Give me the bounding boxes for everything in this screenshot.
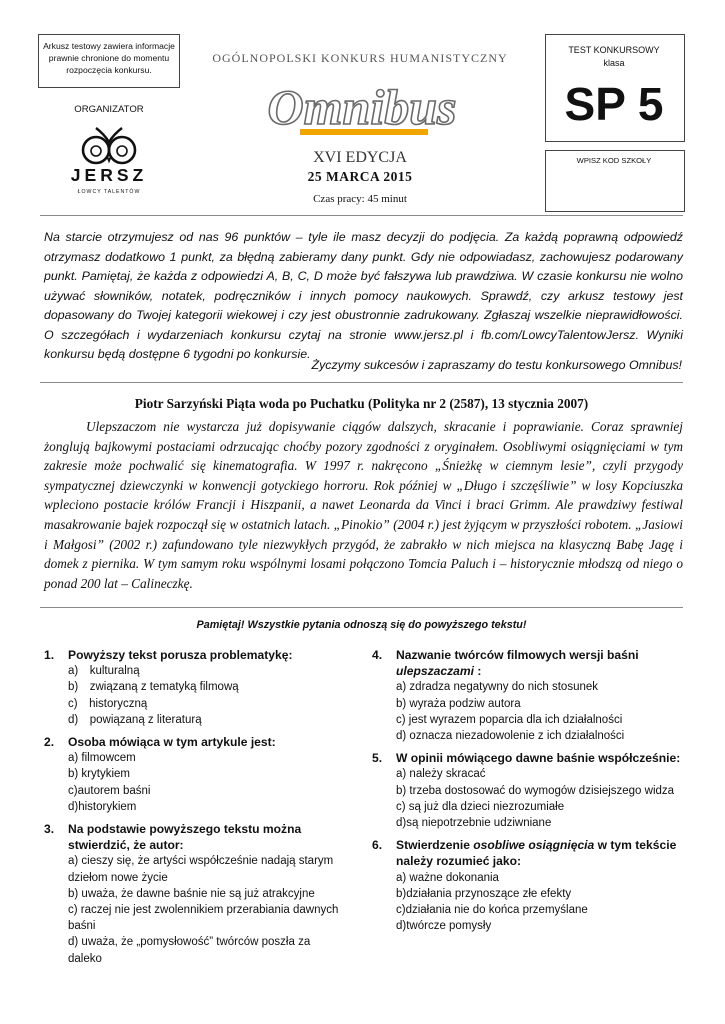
answer-option[interactable]: d) oznacza niezadowolenie z ich działalności <box>396 730 625 743</box>
reminder-text: Pamiętaj! Wszystkie pytania odnoszą się do powyższego tekstu! <box>196 619 527 631</box>
question-number: 5. <box>372 751 383 766</box>
answer-option[interactable]: b) trzeba dostosować do wymogów dzisiejszego widza <box>396 784 675 797</box>
question-number: 3. <box>44 822 55 837</box>
class-label: klasa <box>603 58 625 68</box>
question-2 <box>44 734 346 815</box>
answer-option[interactable]: a) kulturalną <box>68 665 140 678</box>
question-1 <box>44 647 346 728</box>
answer-option[interactable]: a) zdradza negatywny do nich stosunek <box>396 681 599 694</box>
answer-option[interactable]: b) związaną z tematyką filmową <box>68 681 239 694</box>
test-label-group <box>545 44 683 70</box>
question-title-part: w tym tekście należy rozumieć jako: <box>396 838 677 869</box>
edition-label: XVI EDYCJA <box>313 149 407 166</box>
instructions-text: Na starcie otrzymujesz od nas 96 punktów – tyle ile masz decyzji do podjęcia. Za każdą poprawną odpowiedź otrzymasz dodatkowo 1 punkt, za błędną zabieramy dany punkt. Gdy nie odpowiadasz, zachowujesz podarowany punkt. Pamiętaj, że każda z odpowiedzi A, B, C, D może być fałszywa lub prawdziwa. W czasie konkursu nie wolno używać słowników, notatek, podręczników i innych pomocy naukowych. Sprawdź, czy arkusz testowy jest dopasowany do Twojej kategorii wiekowej i czy jest obustronnie zadrukowany. Zgłaszaj wszelkie nieprawidłowości. O szczegółach i wydarzeniach konkursu czytaj na stronie www.jersz.pl i fb.com/LowcyTalentowJersz. Wyniki konkursu będą dostępne 6 tygodni po konkursie. <box>44 230 683 361</box>
question-title-part: Nazwanie twórców filmowych wersji baśni <box>396 648 639 662</box>
answer-option[interactable]: d)twórcze pomysły <box>396 920 492 933</box>
question-title: Powyższy tekst porusza problematykę: <box>68 648 293 662</box>
question-5 <box>372 750 684 831</box>
answer-option[interactable]: c) jest wyrazem poparcia dla ich działalności <box>396 713 623 726</box>
contest-name: OGÓLNOPOLSKI KONKURS HUMANISTYCZNY <box>212 51 508 65</box>
test-label: TEST KONKURSOWY <box>568 45 660 55</box>
answer-option[interactable]: d)historykiem <box>68 800 137 813</box>
answer-option[interactable]: c)autorem baśni <box>68 784 151 797</box>
article-body: Ulepszaczom nie wystarcza już dopisywanie ciągów dalszych, skracanie i poprawianie. Coraz sprawniej żonglują bajkowymi postaciami odrzucając choćby pozory zgodności z oryginałem. Osobliwymi osiągnięciami w tym zakresie może pochwalić się kinematografia. W 1997 r. nakręcono „Śnieżkę w ciemnym lesie”, czyli przygody sympatycznej dziewczynki w konwencji gotyckiego horroru. Rok później w „Długo i szczęśliwie” w losy Kopciuszka wpleciono postacie królów Francji i Hiszpanii, a nawet Leonarda da Vinci i braci Grimm. Ale prawdziwy festiwal masakrowanie bajek rozpoczął się w ostatnich latach. „Pinokio” (2004 r.) jest żyjącym w przyszłości robotem. „Jasiowi i Małgosi” (2002 r.) zafundowano tyle niezwykłych przygód, że zabrakło w nich miejsca na klasyczną Babę Jagę i domek z piernika. W tym samym roku wspólnymi losami połączono Tomcia Paluch i – historycznie młodszą od niego o ponad 200 lat – Calineczkę. <box>44 419 683 591</box>
question-3 <box>44 821 346 967</box>
omnibus-logo <box>255 82 470 138</box>
question-number: 4. <box>372 648 383 662</box>
divider <box>40 382 683 383</box>
divider <box>40 607 683 608</box>
question-4 <box>372 647 684 744</box>
answer-option[interactable]: d)są niepotrzebnie udziwniane <box>396 817 552 830</box>
owl-logo-icon <box>74 122 144 168</box>
class-code: SP 5 <box>564 78 664 130</box>
protected-info-notice <box>38 34 180 88</box>
jersz-logo-tagline: ŁOWCY TALENTÓW <box>77 189 141 195</box>
question-title: W opinii mówiącego dawne baśnie współcześnie: <box>396 751 681 766</box>
question-title <box>396 837 684 869</box>
question-number: 1. <box>44 648 55 662</box>
answer-option[interactable]: c) historyczną <box>68 697 148 710</box>
exam-date: 25 MARCA 2015 <box>307 169 413 184</box>
question-title <box>396 647 684 679</box>
question-6 <box>372 837 684 934</box>
organizer-label: ORGANIZATOR <box>74 104 144 115</box>
school-code-label: WPISZ KOD SZKOŁY <box>576 156 652 165</box>
answer-option[interactable]: a) ważne dokonania <box>396 871 499 884</box>
answer-option[interactable]: d) uważa, że „pomysłowość” twórców poszła za daleko <box>68 936 311 965</box>
answer-option[interactable]: c)działania nie do końca przemyślane <box>396 904 588 917</box>
answer-option[interactable]: d) powiązaną z literaturą <box>68 713 202 726</box>
answer-option[interactable]: c) są już dla dzieci niezrozumiałe <box>396 800 565 813</box>
answer-option[interactable]: a) cieszy się, że artyści współcześnie nadają starym dziełom nowe życie <box>68 855 334 884</box>
jersz-logo-name: JERSZ <box>70 165 148 185</box>
divider <box>40 215 683 216</box>
omnibus-logo-text: Omnibus <box>267 82 457 135</box>
question-number: 6. <box>372 838 383 853</box>
questions-right-column <box>372 647 684 940</box>
work-time: Czas pracy: 45 minut <box>313 193 407 205</box>
question-number: 2. <box>44 735 55 750</box>
question-title-emphasis: ulepszaczami <box>396 664 474 679</box>
question-title: Osoba mówiąca w tym artykule jest: <box>68 735 276 750</box>
answer-option[interactable]: b) wyraża podziw autora <box>396 697 521 710</box>
answer-option[interactable]: b) krytykiem <box>68 768 130 781</box>
question-title-emphasis: osobliwe osiągnięcia <box>473 838 595 853</box>
question-title: Na podstawie powyższego tekstu można stwierdzić, że autor: <box>68 822 302 853</box>
answer-option[interactable]: b)działania przynoszące złe efekty <box>396 887 572 900</box>
answer-option[interactable]: a) należy skracać <box>396 768 486 781</box>
article-title: Piotr Sarzyński Piąta woda po Puchatku (Polityka nr 2 (2587), 13 stycznia 2007) <box>134 396 589 411</box>
questions-left-column <box>44 647 346 973</box>
answer-option[interactable]: a) filmowcem <box>68 752 136 765</box>
question-title-part: Stwierdzenie <box>396 838 474 853</box>
answer-option[interactable]: c) raczej nie jest zwolennikiem przerabiania dawnych baśni <box>68 904 339 933</box>
wish-text: Życzymy sukcesów i zapraszamy do testu konkursowego Omnibus! <box>311 358 682 372</box>
notice-text: Arkusz testowy zawiera informacje prawnie chronione do momentu rozpoczęcia konkursu. <box>43 41 175 75</box>
question-title-part: : <box>473 664 482 679</box>
answer-option[interactable]: b) uważa, że dawne baśnie nie są już atrakcyjne <box>68 887 315 900</box>
